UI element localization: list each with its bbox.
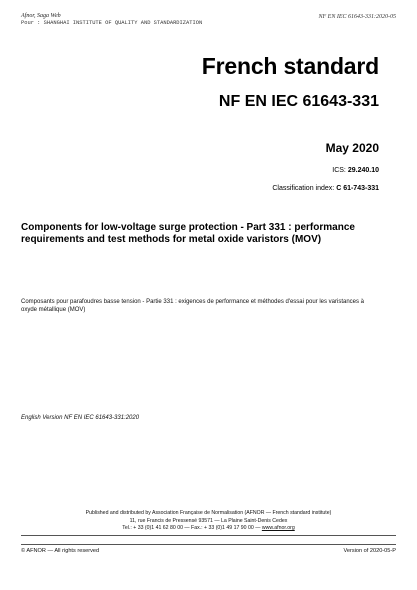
english-version-note: English Version NF EN IEC 61643-331:2020 [21, 415, 140, 421]
standard-reference: NF EN IEC 61643-331 [218, 93, 379, 110]
divider-top [21, 535, 396, 536]
document-type-title: French standard [201, 53, 379, 79]
copyright: © AFNOR — All rights reserved [21, 548, 100, 554]
header-left [21, 13, 202, 27]
ics-line [332, 167, 379, 174]
classification-line [272, 185, 379, 192]
french-title: Composants pour parafoudres basse tension - Partie 331 : exigences de performance et méthodes d'essai pour les varistances à oxyde métallique (MOV) [21, 299, 365, 313]
ics-value: 29.240.10 [347, 167, 379, 174]
english-title: Components for low-voltage surge protection - Part 331 : performance requirements and test methods for metal oxide varistors (MOV) [21, 222, 355, 245]
publisher-phone-fax: Tel.: + 33 (0)1 41 62 80 00 — Fax.: + 33 (0)1 49 17 90 00 — [122, 525, 261, 531]
publication-date: May 2020 [325, 141, 379, 155]
publisher-website-link[interactable]: www.afnor.org [261, 525, 295, 531]
publisher-line-1: Published and distributed by Association Française de Normalisation (AFNOR — French standard institute) [85, 510, 332, 516]
header-doc-ref: NF EN IEC 61643-331:2020-05 [318, 14, 396, 20]
classification-value: C 61-743-331 [336, 185, 379, 192]
document-version: Version of 2020-05-P [343, 548, 396, 554]
header-licensee-name: SHANGHAI INSTITUTE OF QUALITY AND STANDARDIZATION [43, 20, 203, 26]
divider-bottom [21, 544, 396, 545]
publisher-contact [70, 525, 347, 533]
header-licensee-prefix: Pour : [21, 20, 41, 26]
ics-label: ICS: [332, 167, 346, 174]
header-licensee [21, 20, 202, 27]
classification-label: Classification index: [272, 185, 335, 192]
header-source: Afnor, Saga Web [21, 13, 61, 19]
publisher-block [70, 510, 347, 533]
publisher-address: 11, rue Francis de Pressensé 93571 — La Plaine Saint-Denis Cedex [129, 517, 288, 524]
